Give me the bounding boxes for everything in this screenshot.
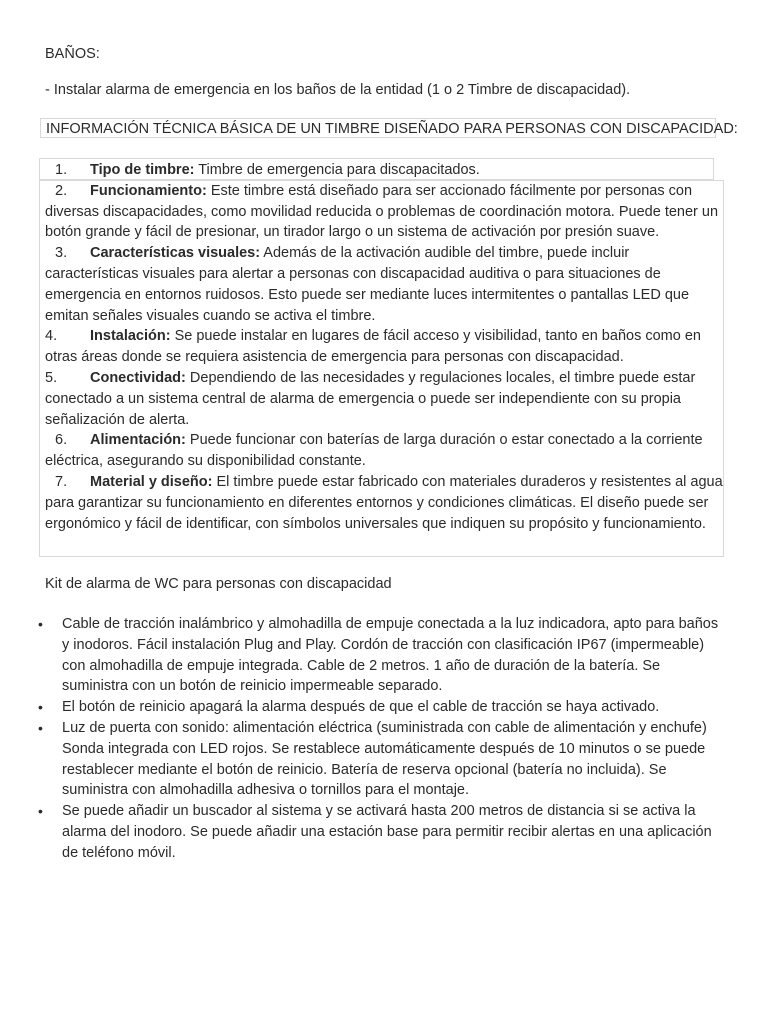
item-text: El timbre puede estar fabricado con materiales duraderos y resistentes al agua para garantizar su funcionamiento en diferentes entornos y condiciones climáticas. El diseño puede ser ergonómico y fácil de identificar, con símbolos universales que indiquen su propósito y funcionamiento. xyxy=(45,473,723,532)
bullet-icon: • xyxy=(38,719,43,736)
item-number: 7. xyxy=(55,473,68,490)
item-number: 5. xyxy=(45,369,58,386)
list-item xyxy=(45,243,725,326)
technical-info-title: INFORMACIÓN TÉCNICA BÁSICA DE UN TIMBRE DISEÑADO PARA PERSONAS CON DISCAPACIDAD: xyxy=(40,118,716,138)
item-number: 1. xyxy=(55,162,68,178)
item-text: Este timbre está diseñado para ser accionado fácilmente por personas con diversas discapacidades, como movilidad reducida o problemas de coordinación motora. Puede tener un botón grande y fácil de presionar, un tirador largo o un sistema de activación por presión suave. xyxy=(45,182,719,241)
item-number: 6. xyxy=(55,432,68,449)
bullet-text: El botón de reinicio apagará la alarma después de que el cable de tracción se haya activado. xyxy=(62,699,660,716)
item-number: 4. xyxy=(45,328,58,345)
list-item xyxy=(45,181,725,243)
intro-line: - Instalar alarma de emergencia en los baños de la entidad (1 o 2 Timbre de discapacidad). xyxy=(45,82,631,98)
section-heading: BAÑOS: xyxy=(45,46,100,62)
item-label: Conectividad: xyxy=(90,369,186,386)
item-label: Funcionamiento: xyxy=(90,182,207,199)
bullet-item xyxy=(38,614,728,697)
bullet-text: Luz de puerta con sonido: alimentación eléctrica (suministrada con cable de alimentación y enchufe) Sonda integrada con LED rojos. Se restablece automáticamente después de 10 minutos o se puede restablecer mediante el botón de reinicio. Batería de reserva opcional (batería no incluida). Se suministra con almohadilla adhesiva o tornillos para el montaje. xyxy=(62,719,707,799)
item-text: Puede funcionar con baterías de larga duración o estar conectado a la corriente eléctrica, asegurando su disponibilidad constante. xyxy=(45,432,703,470)
bullet-item xyxy=(38,697,728,718)
bullet-icon: • xyxy=(38,616,43,632)
item-text: Dependiendo de las necesidades y regulaciones locales, el timbre puede estar conectado a un sistema central de alarma de emergencia o puede ser independiente con su propia señalización de alerta. xyxy=(45,369,696,428)
numbered-list xyxy=(45,160,725,534)
list-item xyxy=(45,430,725,472)
item-number: 2. xyxy=(55,182,68,199)
bullet-text: Se puede añadir un buscador al sistema y se activará hasta 200 metros de distancia si se activa la alarma del inodoro. Se puede añadir una estación base para permitir recibir alertas en una aplicación de teléfono móvil. xyxy=(62,803,712,861)
item-label: Material y diseño: xyxy=(90,473,213,490)
item-label: Características visuales: xyxy=(90,245,261,262)
item-label: Instalación: xyxy=(90,328,171,345)
item-label: Tipo de timbre: xyxy=(90,162,195,178)
bullet-icon: • xyxy=(38,803,43,820)
item-label: Alimentación: xyxy=(90,432,186,449)
kit-title: Kit de alarma de WC para personas con discapacidad xyxy=(45,576,392,592)
bullet-icon: • xyxy=(38,699,43,716)
bullet-item xyxy=(38,718,728,801)
item-text: Se puede instalar en lugares de fácil acceso y visibilidad, tanto en baños como en otras áreas donde se requiera asistencia de emergencia para personas con discapacidad. xyxy=(45,328,701,366)
bullet-item xyxy=(38,801,728,863)
item-number: 3. xyxy=(55,245,68,262)
list-item xyxy=(45,472,725,534)
list-item xyxy=(45,160,725,181)
bullet-list xyxy=(38,614,728,864)
bullet-text: Cable de tracción inalámbrico y almohadilla de empuje conectada a la luz indicadora, apto para baños y inodoros. Fácil instalación Plug and Play. Cordón de tracción con clasificación IP67 (impermeable) con almohadilla de empuje integrada. Cable de 2 metros. 1 año de duración de la batería. Se suministra con un botón de reinicio impermeable separado. xyxy=(62,616,719,695)
item-text: Además de la activación audible del timbre, puede incluir características visuales para alertar a personas con discapacidad auditiva o para situaciones de emergencia en entornos ruidosos. Esto puede ser mediante luces intermitentes o pantallas LED que emitan señales visuales cuando se activa el timbre. xyxy=(45,245,690,324)
list-item xyxy=(45,326,725,368)
item-text: Timbre de emergencia para discapacitados. xyxy=(194,162,480,178)
list-item xyxy=(45,368,725,430)
